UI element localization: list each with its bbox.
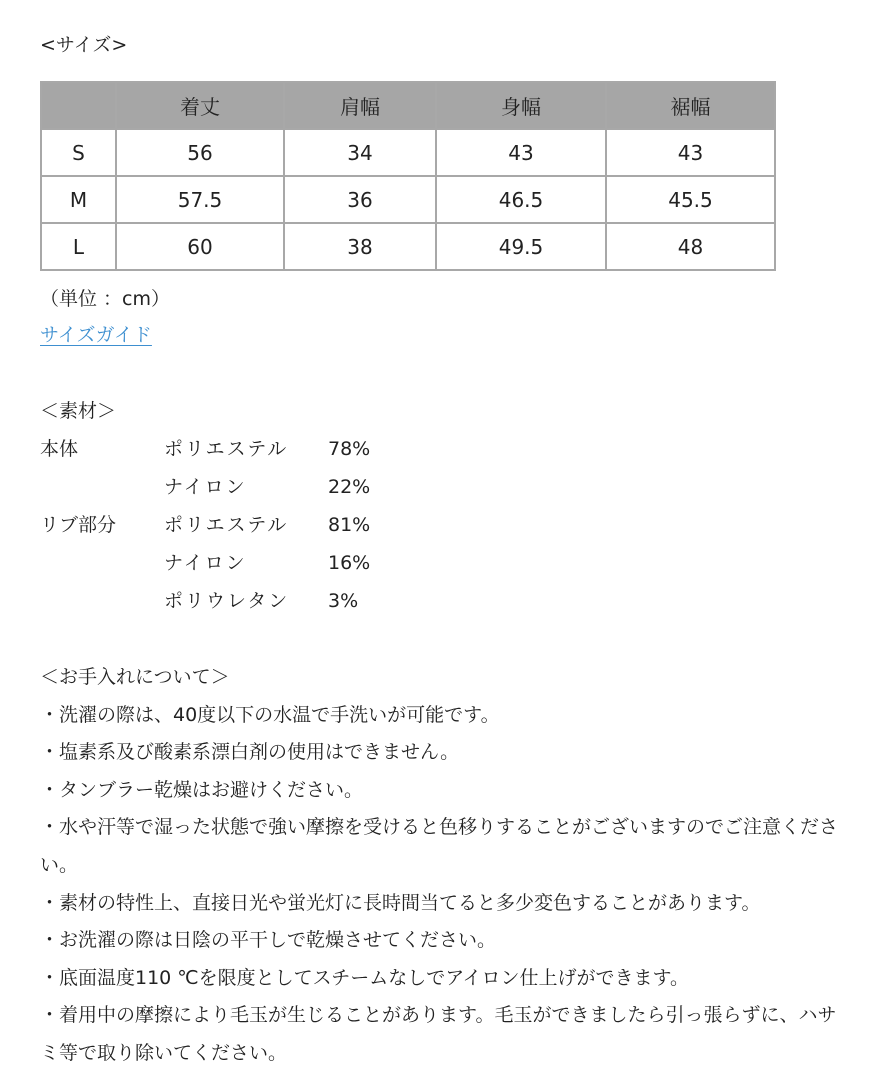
table-cell: 48 bbox=[606, 223, 775, 270]
table-cell: 34 bbox=[284, 129, 436, 176]
care-item: ・水や汗等で湿った状態で強い摩擦を受けると色移りすることがございますのでご注意ください。 bbox=[40, 816, 839, 876]
table-cell: 43 bbox=[606, 129, 775, 176]
table-cell: 46.5 bbox=[436, 176, 606, 223]
table-cell: 57.5 bbox=[116, 176, 284, 223]
table-cell: 38 bbox=[284, 223, 436, 270]
table-row bbox=[41, 176, 775, 223]
care-item: ・お洗濯の際は日陰の平干しで乾燥させてください。 bbox=[40, 929, 497, 951]
material-row bbox=[40, 589, 440, 613]
material-fiber: ポリウレタン bbox=[164, 590, 290, 612]
size-table-header-cell bbox=[41, 82, 116, 129]
material-percent: 81% bbox=[328, 514, 371, 536]
material-row bbox=[40, 475, 440, 499]
size-table-header-cell: 身幅 bbox=[436, 82, 606, 129]
size-heading: <サイズ> bbox=[40, 34, 128, 56]
table-cell: 49.5 bbox=[436, 223, 606, 270]
care-item: ・底面温度110 ℃を限度としてスチームなしでアイロン仕上げができます。 bbox=[40, 967, 690, 989]
care-item: ・着用中の摩擦により毛玉が生じることがあります。毛玉ができましたら引っ張らずに、ハサミ等で取り除いてください。 bbox=[40, 1004, 837, 1064]
material-fiber: ナイロン bbox=[164, 552, 247, 574]
material-part-label: リブ部分 bbox=[40, 514, 117, 536]
size-table-header-row bbox=[41, 82, 775, 129]
size-table-header-cell: 肩幅 bbox=[284, 82, 436, 129]
table-cell: 60 bbox=[116, 223, 284, 270]
size-table-header-cell: 着丈 bbox=[116, 82, 284, 129]
table-cell: 36 bbox=[284, 176, 436, 223]
material-fiber: ポリエステル bbox=[164, 438, 289, 460]
care-item: ・素材の特性上、直接日光や蛍光灯に長時間当てると多少変色することがあります。 bbox=[40, 892, 761, 914]
size-table bbox=[40, 81, 776, 271]
size-label-cell: L bbox=[41, 223, 116, 270]
size-label-cell: S bbox=[41, 129, 116, 176]
table-cell: 43 bbox=[436, 129, 606, 176]
table-row bbox=[41, 129, 775, 176]
material-fiber: ナイロン bbox=[164, 476, 247, 498]
material-heading: ＜素材＞ bbox=[40, 400, 117, 422]
table-row bbox=[41, 223, 775, 270]
material-percent: 22% bbox=[328, 476, 371, 498]
table-cell: 45.5 bbox=[606, 176, 775, 223]
size-label-cell: M bbox=[41, 176, 116, 223]
material-row bbox=[40, 513, 440, 537]
material-row bbox=[40, 551, 440, 575]
care-heading: ＜お手入れについて＞ bbox=[40, 666, 230, 688]
care-item: ・タンブラー乾燥はお避けください。 bbox=[40, 779, 364, 801]
material-fiber: ポリエステル bbox=[164, 514, 289, 536]
care-item: ・塩素系及び酸素系漂白剤の使用はできません。 bbox=[40, 741, 460, 763]
care-item: ・洗濯の際は、40度以下の水温で手洗いが可能です。 bbox=[40, 704, 500, 726]
size-table-header-cell: 裾幅 bbox=[606, 82, 775, 129]
material-part-label: 本体 bbox=[40, 438, 79, 460]
unit-note: （単位 ：cm） bbox=[40, 288, 170, 310]
material-percent: 16% bbox=[328, 552, 371, 574]
material-percent: 78% bbox=[328, 438, 371, 460]
material-row bbox=[40, 437, 440, 461]
size-guide-link[interactable]: サイズガイド bbox=[40, 324, 152, 346]
material-percent: 3% bbox=[328, 590, 359, 612]
table-cell: 56 bbox=[116, 129, 284, 176]
